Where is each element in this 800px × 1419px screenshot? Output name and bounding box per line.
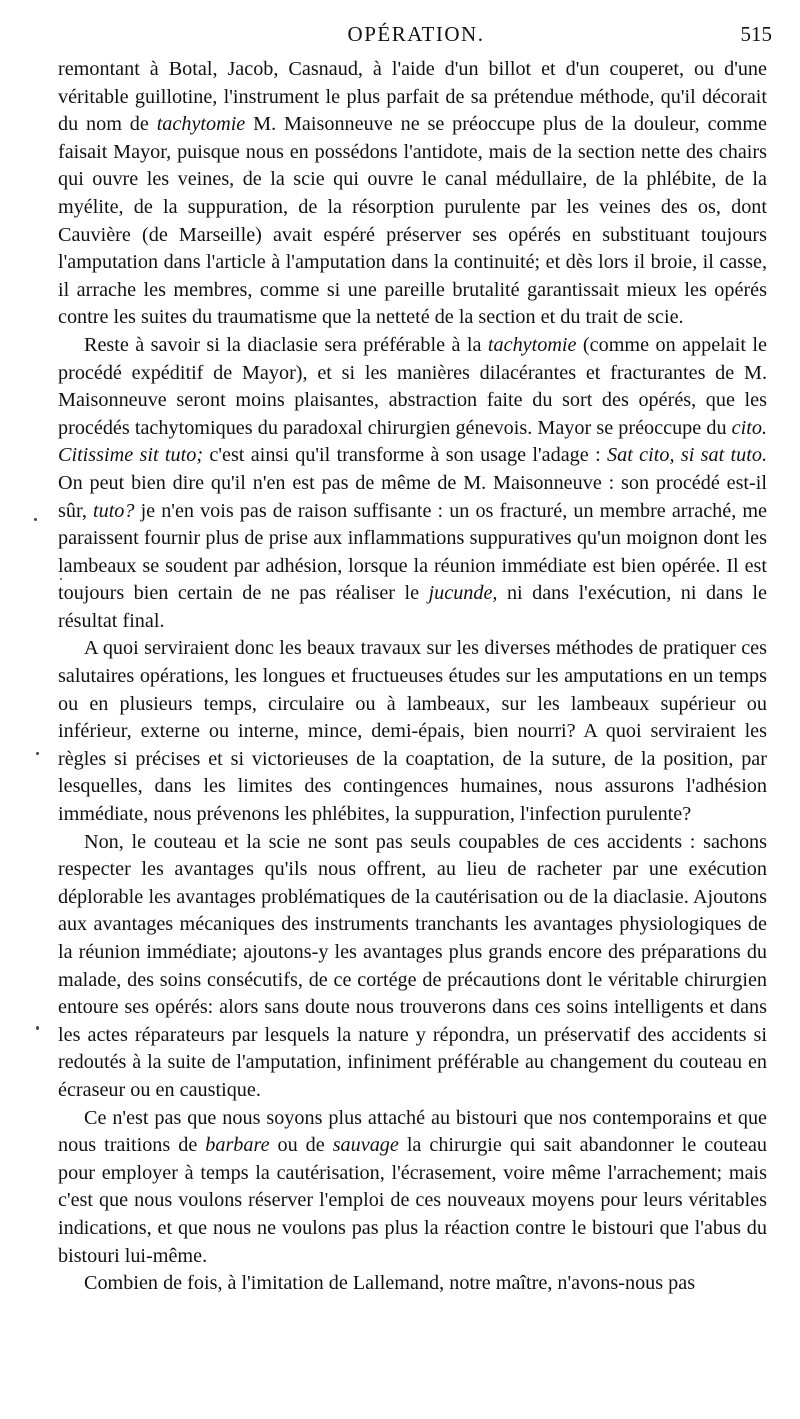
text-run: On peut bien dire qu'il n'en est pas de même de M. Maisonneuve : son procédé est-il sûr,: [58, 471, 767, 522]
paragraph-lallemand: [58, 1270, 767, 1298]
italic-run: sauvage: [332, 1134, 399, 1157]
text-run: c'est ainsi qu'il transforme à son usage l'adage :: [203, 444, 608, 467]
paragraph-bistouri: [58, 1105, 767, 1271]
page-number: 515: [740, 22, 772, 46]
text-run: Reste à savoir si la diaclasie sera préférable à la: [84, 333, 488, 356]
paragraph-continuation: [58, 56, 767, 332]
text-run: je n'en vois pas de raison suffisante : un os fracturé, un membre arraché, me paraissent fournir plus de prise aux inflammations suppuratives qu'un moignon dont les lambeaux se soudent par adhésion, lorsque la réunion immédiate est bien opérée. Il est toujours bien certain de ne pas réaliser le: [58, 499, 767, 605]
italic-run: tuto?: [93, 499, 135, 522]
paragraph-couteau: [58, 829, 767, 1105]
italic-run: cito. Citissime sit tuto;: [58, 416, 767, 467]
text-run: Non, le couteau et la scie ne sont pas seuls coupables de ces accidents : sachons respecter les avantages qu'ils nous offrent, au lieu de racheter par une exécution déplorable les avantages problématiques de la cautérisation ou de la diaclasie. Ajoutons aux avantages mécaniques des instruments tranchants les avantages physiologiques de la réunion immédiate; ajoutons-y les avantages plus grands encore des préparations du malade, des soins consécutifs, de ce cortége de précautions dont le véritable chirurgien entoure ses opérés: alors sans doute nous trouverons dans ces soins intelligents et dans les actes réparateurs par lesquels la nature y répondra, un préservatif des accidents si redoutés à la suite de l'amputation, infiniment préférable au changement du couteau en écraseur ou en caustique.: [58, 830, 767, 1101]
text-run: A quoi serviraient donc les beaux travaux sur les diverses méthodes de pratiquer ces salutaires opérations, les longues et fructueuses études sur les amputations en un temps ou en plusieurs temps, circulaire ou à lambeaux, sur les lambeaux supérieur ou inférieur, externe ou interne, mince, demi-épais, bien nourri? A quoi serviraient les règles si précises et si victorieuses de la coaptation, de la suture, de la position, par lesquelles, dans les limites des contingences humaines, nous assurons l'adhésion immédiate, nous prévenons les phlébites, la suppuration, l'infection purulente?: [58, 637, 767, 826]
running-head: [60, 22, 772, 52]
italic-run: barbare: [205, 1134, 270, 1157]
text-run: ni dans l'exécution, ni dans le résultat final.: [58, 582, 767, 632]
text-run: M. Maisonneuve ne se préoccupe plus de la douleur, comme faisait Mayor, puisque nous en possédons l'antidote, mais de la section nette des chairs qui ouvre les veines, de la scie qui ouvre le canal médullaire, de la phlébite, de la myélite, de la suppuration, de la résorption purulente par les veines des os, dont Cauvière (de Marseille) avait espéré préserver ses opérés en substituant toujours l'amputation dans l'article à l'amputation dans la continuité; et dès lors il broie, il casse, il arrache les membres, comme si une pareille brutalité garantissait mieux les opérés contre les suites du traumatisme que la netteté de la section et du trait de scie.: [58, 113, 767, 329]
margin-speck: [34, 518, 37, 521]
italic-run: jucunde,: [428, 582, 498, 605]
paragraph-diaclasie: [58, 332, 767, 636]
text-run: (comme on appelait le procédé expéditif de Mayor), et si les manières dilacérantes et fracturantes de M. Maisonneuve seront moins plaisantes, abstraction faite du sort des opérés, que les procédés tachytomiques du paradoxal chirurgien génevois. Mayor se préoccupe du: [58, 333, 767, 439]
text-run: la chirurgie qui sait abandonner le couteau pour employer à temps la cautérisation, l'écrasement, voire même l'arrachement; mais c'est que nous voulons réserver l'emploi de ces nouveaux moyens pour leurs véritables indications, et que nous ne voulons pas plus la réaction contre le bistouri que l'abus du bistouri lui-même.: [58, 1134, 768, 1267]
running-title: OPÉRATION.: [347, 22, 485, 46]
italic-run: Sat cito, si sat tuto.: [607, 444, 768, 467]
margin-speck: [36, 752, 39, 755]
paragraph-travaux: [58, 635, 767, 828]
text-run: Combien de fois, à l'imitation de Lallemand, notre maître, n'avons-nous pas: [84, 1272, 696, 1295]
italic-run: tachytomie: [487, 333, 577, 356]
text-run: remontant à Botal, Jacob, Casnaud, à l'aide d'un billot et d'un couperet, ou d'une véritable guillotine, l'instrument le plus parfait de sa prétendue méthode, qu'il décorait du nom de: [58, 58, 767, 136]
margin-speck: [60, 578, 62, 580]
text-run: ou de: [269, 1134, 333, 1157]
margin-speck: [36, 1026, 39, 1030]
body-text: [58, 56, 767, 1298]
italic-run: tachytomie: [156, 113, 246, 136]
text-run: Ce n'est pas que nous soyons plus attaché au bistouri que nos contemporains et que nous traitions de: [58, 1106, 767, 1157]
